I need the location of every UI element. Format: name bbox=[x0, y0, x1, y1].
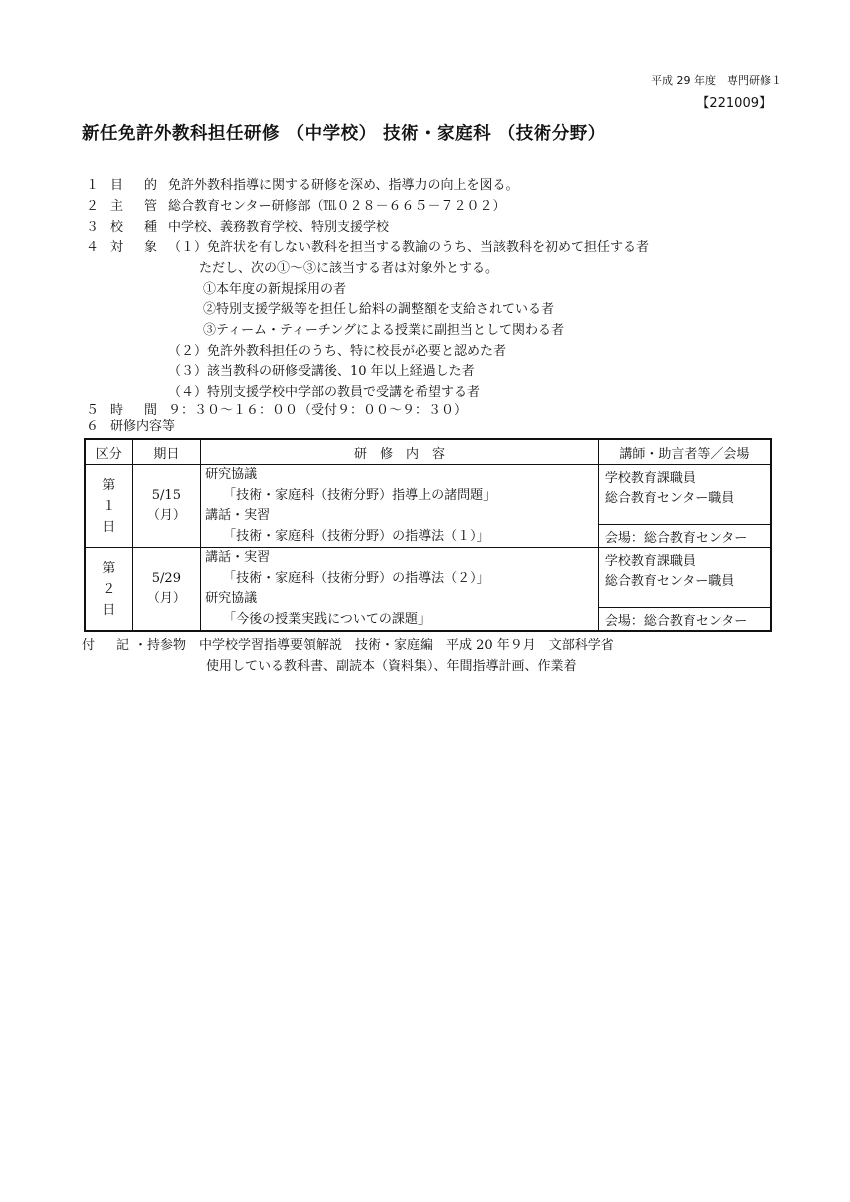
session-type: 研究協議 bbox=[205, 591, 258, 606]
target-1: （１）免許状を有しない教科を担当する教諭のうち、当該教科を初めて担任する者 bbox=[168, 240, 650, 255]
weekday: （月） bbox=[146, 508, 186, 523]
fiscal-year-course: 平成 29 年度 専門研修１ bbox=[651, 74, 782, 87]
item-text: 免許外教科指導に関する研修を深め、指導力の向上を図る。 bbox=[168, 178, 519, 193]
item-organizer bbox=[86, 197, 505, 217]
content-cell bbox=[201, 548, 599, 632]
day-char: 日 bbox=[102, 519, 116, 535]
target-1-exclusion-1: ①本年度の新規採用の者 bbox=[203, 282, 347, 297]
item-school-type bbox=[86, 218, 389, 238]
item-label: 目 的 bbox=[110, 178, 162, 193]
content-cell bbox=[201, 465, 599, 548]
item-text: ９：３０～１６：００（受付９：００～９：３０） bbox=[168, 403, 468, 418]
session-type: 講話・実習 bbox=[205, 550, 271, 565]
target-1-exclusion-2: ②特別支援学級等を担任し給料の調整額を支給されている者 bbox=[203, 302, 555, 317]
header-content: 研 修 内 容 bbox=[201, 439, 599, 465]
lecturer-cell bbox=[598, 548, 771, 608]
day-char: 日 bbox=[102, 602, 116, 618]
venue-cell: 会場：総合教育センター bbox=[598, 608, 771, 632]
day-number: １ bbox=[102, 498, 116, 514]
session-topic: 「技術・家庭科（技術分野）の指導法（１）」 bbox=[223, 528, 490, 544]
item-label: 主 管 bbox=[110, 199, 162, 214]
session-type: 研究協議 bbox=[205, 467, 258, 482]
target-3: （３）該当教科の研修受講後、10 年以上経過した者 bbox=[168, 364, 475, 379]
notes-line-1: ・持参物 中学校学習指導要領解説 技術・家庭編 平成 20 年９月 文部科学省 bbox=[134, 638, 614, 653]
lecturer: 総合教育センター職員 bbox=[604, 574, 735, 589]
item-label: 校 種 bbox=[110, 220, 162, 235]
target-1-exclusion-3: ③ティーム・ティーチングによる授業に副担当として関わる者 bbox=[203, 323, 565, 338]
item-target bbox=[86, 238, 649, 258]
item-number: ５ bbox=[86, 403, 100, 418]
target-1-note: ただし、次の①～③に該当する者は対象外とする。 bbox=[199, 261, 499, 276]
header-date: 期日 bbox=[132, 439, 201, 465]
day-cell bbox=[85, 548, 132, 632]
lecturer-cell bbox=[598, 465, 771, 525]
item-content-heading bbox=[86, 417, 175, 437]
lecturer: 学校教育課職員 bbox=[604, 554, 696, 569]
item-text: 研修内容等 bbox=[110, 419, 176, 434]
schedule-table bbox=[84, 438, 772, 632]
date-value: 5/15 bbox=[151, 488, 181, 503]
lecturer: 学校教育課職員 bbox=[604, 471, 696, 486]
table-row bbox=[85, 548, 771, 608]
date-value: 5/29 bbox=[151, 571, 181, 586]
item-number: １ bbox=[86, 178, 100, 193]
item-number: ４ bbox=[86, 240, 100, 255]
session-topic: 「技術・家庭科（技術分野）の指導法（２）」 bbox=[223, 570, 490, 586]
lecturer: 総合教育センター職員 bbox=[604, 491, 735, 506]
table-row bbox=[85, 465, 771, 525]
item-number: ３ bbox=[86, 220, 100, 235]
day-char: 第 bbox=[102, 560, 116, 576]
item-text: 中学校、義務教育学校、特別支援学校 bbox=[168, 220, 390, 235]
page-title: 新任免許外教科担任研修 （中学校） 技術・家庭科 （技術分野） bbox=[82, 124, 606, 144]
item-label: 時 間 bbox=[110, 403, 162, 418]
day-cell bbox=[85, 465, 132, 548]
day-char: 第 bbox=[102, 477, 116, 493]
date-cell bbox=[132, 465, 201, 548]
item-number: ２ bbox=[86, 199, 100, 214]
header-lecturer: 講師・助言者等／会場 bbox=[598, 439, 771, 465]
item-text: 総合教育センター研修部（℡０２８－６６５－７２０２） bbox=[168, 199, 506, 214]
item-label: 対 象 bbox=[110, 240, 162, 255]
table-header-row bbox=[85, 439, 771, 465]
item-purpose bbox=[86, 176, 518, 196]
header-kubun: 区分 bbox=[85, 439, 132, 465]
notes bbox=[82, 636, 614, 656]
weekday: （月） bbox=[146, 591, 186, 606]
course-code: 【221009】 bbox=[696, 96, 772, 111]
item-number: ６ bbox=[86, 419, 100, 434]
day-number: ２ bbox=[102, 581, 116, 597]
session-topic: 「技術・家庭科（技術分野）指導上の諸問題」 bbox=[223, 487, 497, 503]
target-2: （２）免許外教科担任のうち、特に校長が必要と認めた者 bbox=[168, 344, 507, 359]
notes-line-2: 使用している教科書、副読本（資料集）、年間指導計画、作業着 bbox=[206, 659, 577, 674]
date-cell bbox=[132, 548, 201, 632]
venue-cell: 会場：総合教育センター bbox=[598, 525, 771, 548]
notes-label: 付 記 bbox=[82, 638, 134, 653]
session-type: 講話・実習 bbox=[205, 508, 271, 523]
session-topic: 「今後の授業実践についての課題」 bbox=[223, 611, 431, 627]
target-4: （４）特別支援学校中学部の教員で受講を希望する者 bbox=[168, 385, 481, 400]
